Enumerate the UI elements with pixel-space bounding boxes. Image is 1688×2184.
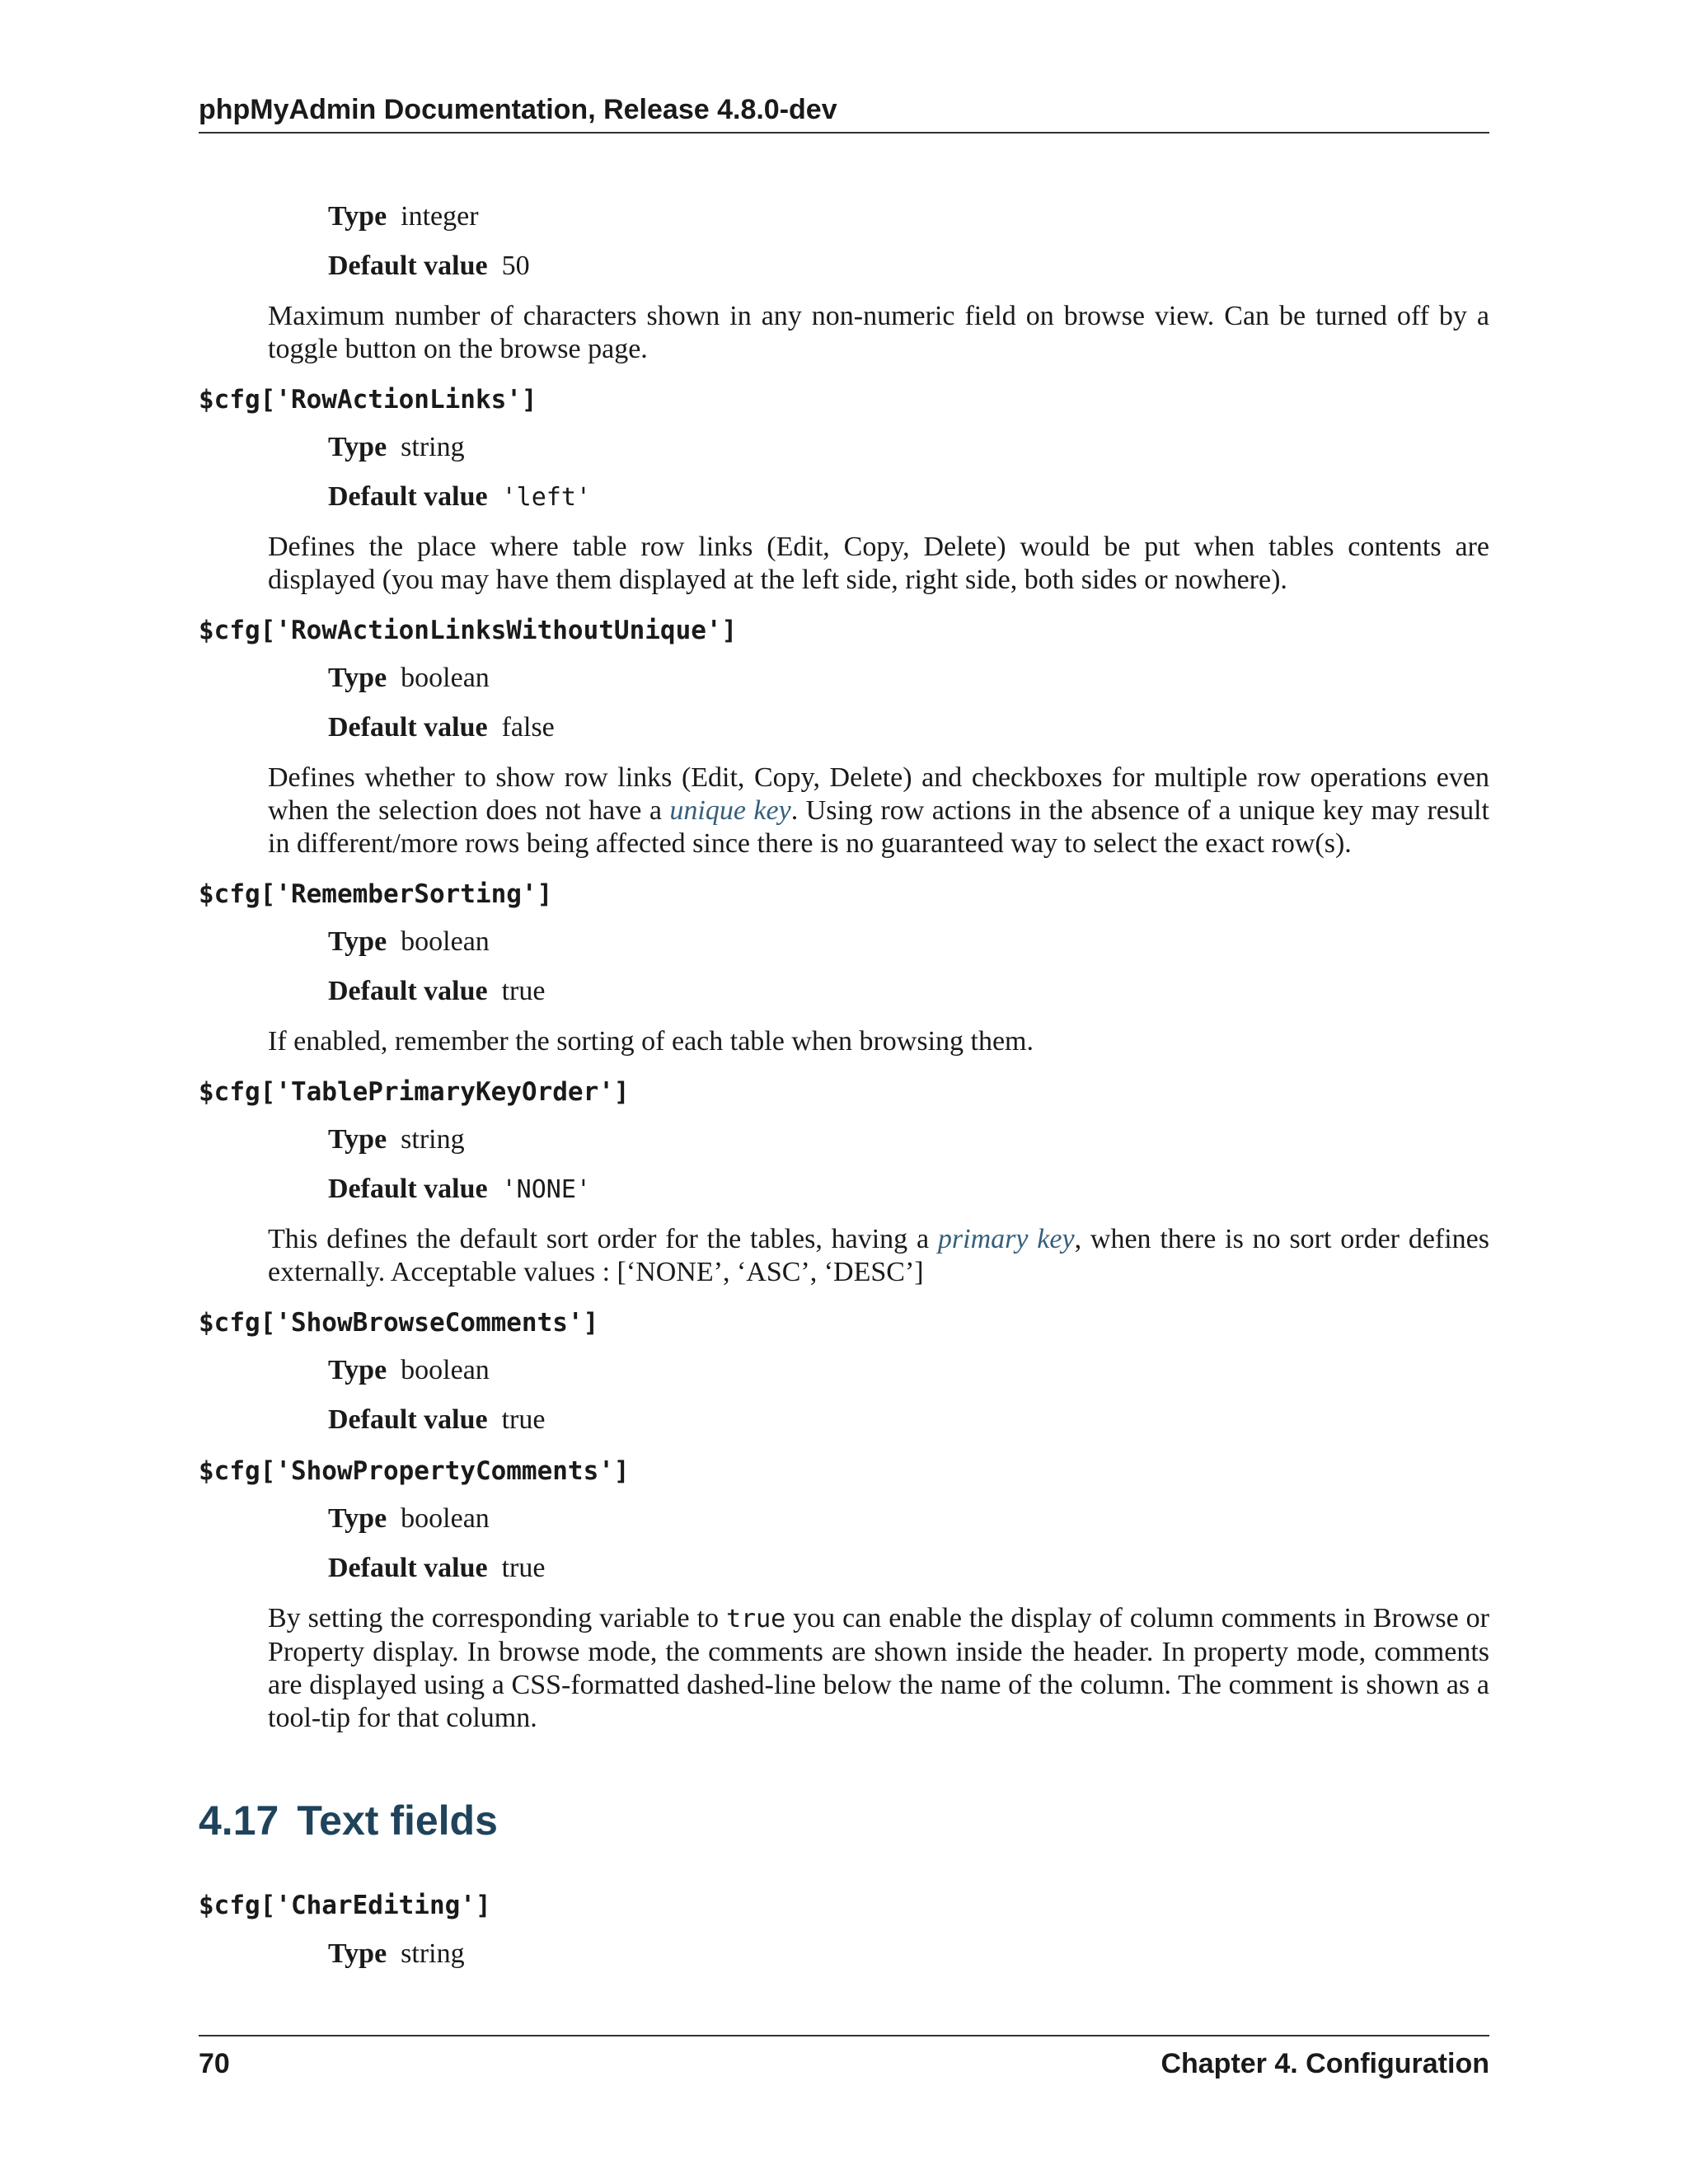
type-field — [328, 1122, 465, 1157]
page-number: 70 — [199, 2048, 230, 2079]
default-value: true — [501, 1404, 546, 1435]
type-label: Type — [328, 1503, 387, 1534]
type-value: boolean — [401, 1355, 490, 1385]
type-value: boolean — [401, 926, 490, 957]
default-value-label: Default value — [328, 1404, 488, 1435]
default-value-field — [328, 1172, 591, 1207]
description-text: Defines whether to show row links (Edit, Copy, Delete) and checkboxes for multiple row operations even when the selection does not have a — [268, 762, 1489, 826]
description-text: . Using row actions in the absence of a unique key may result in different/more rows being affected since there is no guaranteed way to select the exact row(s). — [268, 795, 1489, 859]
description — [268, 1602, 1489, 1735]
type-field — [328, 661, 490, 696]
type-field — [328, 1937, 465, 1971]
description — [268, 1223, 1489, 1289]
default-value-label: Default value — [328, 1174, 488, 1204]
section-heading — [199, 1795, 498, 1846]
default-value: 'left' — [501, 483, 591, 512]
page-footer — [199, 2035, 1489, 2086]
default-value-label: Default value — [328, 481, 488, 512]
default-value-label: Default value — [328, 1553, 488, 1583]
default-value-field — [328, 480, 591, 515]
type-field — [328, 1502, 490, 1536]
default-value-field — [328, 1551, 545, 1586]
description-text: By setting the corresponding variable to — [268, 1603, 726, 1633]
type-value: boolean — [401, 663, 490, 693]
unique-key-link[interactable]: unique key — [669, 795, 791, 826]
default-value: 50 — [501, 251, 530, 281]
type-label: Type — [328, 1938, 387, 1969]
type-field — [328, 199, 479, 234]
default-value-label: Default value — [328, 976, 488, 1006]
type-label: Type — [328, 432, 387, 462]
default-value: true — [501, 976, 546, 1006]
document-title: phpMyAdmin Documentation, Release 4.8.0-dev — [199, 94, 837, 125]
default-value-field — [328, 1403, 545, 1437]
default-value-field — [328, 249, 530, 284]
type-label: Type — [328, 1124, 387, 1155]
default-value: true — [501, 1553, 546, 1583]
type-value: string — [401, 1124, 465, 1155]
default-value-label: Default value — [328, 712, 488, 743]
type-field — [328, 430, 465, 465]
config-name: $cfg['RowActionLinksWithoutUnique'] — [199, 616, 738, 645]
config-name: $cfg['CharEditing'] — [199, 1891, 491, 1920]
section-title: Text fields — [297, 1797, 498, 1844]
default-value-field — [328, 710, 555, 745]
type-label: Type — [328, 1355, 387, 1385]
type-label: Type — [328, 201, 387, 232]
config-name: $cfg['TablePrimaryKeyOrder'] — [199, 1077, 630, 1107]
type-label: Type — [328, 926, 387, 957]
description: Maximum number of characters shown in any non-numeric field on browse view. Can be turned off by a toggle button on the browse page. — [268, 301, 1489, 364]
description: If enabled, remember the sorting of each table when browsing them. — [268, 1026, 1034, 1057]
config-name: $cfg['ShowPropertyComments'] — [199, 1456, 630, 1486]
description-text: you can enable the display of column comments in Browse or Property display. In browse mode, the comments are shown inside the header. In property mode, comments are displayed using a CSS-formatted dashed-line below the name of the column. The comment is shown as a tool-tip for that column. — [268, 1603, 1489, 1733]
section-number: 4.17 — [199, 1797, 279, 1844]
config-name: $cfg['ShowBrowseComments'] — [199, 1308, 599, 1338]
description — [268, 762, 1489, 860]
type-field — [328, 1353, 490, 1388]
type-value: boolean — [401, 1503, 490, 1534]
description-text: This defines the default sort order for the tables, having a — [268, 1224, 938, 1254]
type-field — [328, 925, 490, 959]
description-text: , when there is no sort order defines externally. Acceptable values : [‘NONE’, ‘ASC’, ‘DESC’] — [268, 1224, 1489, 1287]
inline-code: true — [725, 1605, 786, 1633]
description: Defines the place where table row links (Edit, Copy, Delete) would be put when tables contents are displayed (you may have them displayed at the left side, right side, both sides or nowhere). — [268, 532, 1489, 595]
primary-key-link[interactable]: primary key — [937, 1224, 1075, 1254]
type-value: string — [401, 1938, 465, 1969]
default-value-field — [328, 974, 545, 1009]
type-value: integer — [401, 201, 479, 232]
default-value-label: Default value — [328, 251, 488, 281]
config-name: $cfg['RememberSorting'] — [199, 879, 553, 909]
type-value: string — [401, 432, 465, 462]
config-name: $cfg['RowActionLinks'] — [199, 385, 537, 415]
type-label: Type — [328, 663, 387, 693]
page-header — [199, 91, 1489, 134]
default-value: 'NONE' — [501, 1175, 591, 1204]
default-value: false — [501, 712, 555, 743]
chapter-title: Chapter 4. Configuration — [1160, 2048, 1489, 2079]
